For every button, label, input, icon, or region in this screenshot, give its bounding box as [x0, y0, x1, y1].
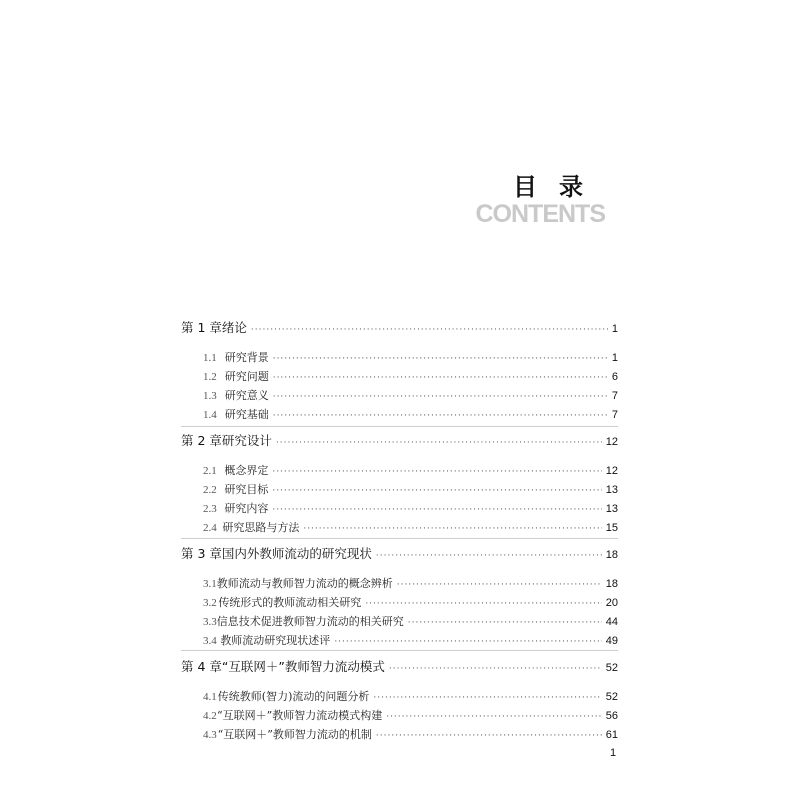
section-number: 3.1 — [203, 578, 217, 590]
section-title: “互联网＋”教师智力流动模式构建 — [216, 709, 383, 722]
leader-dots — [365, 599, 601, 609]
chapter-title: 国内外教师流动的研究现状 — [221, 546, 372, 561]
section-number: 1.1 — [203, 352, 217, 364]
section-page: 61 — [605, 729, 618, 741]
section-page: 7 — [611, 390, 618, 402]
toc-section-2-3[interactable] — [181, 500, 618, 519]
toc-section-2-1[interactable] — [181, 462, 618, 481]
chapter-title: 绪论 — [221, 320, 247, 335]
section-title: 教师流动与教师智力流动的概念辨析 — [216, 577, 393, 590]
section-number: 3.4 — [203, 635, 217, 647]
section-page: 6 — [611, 371, 618, 383]
section-title: 信息技术促进教师智力流动的相关研究 — [216, 615, 404, 628]
section-page: 13 — [605, 503, 618, 515]
toc-section-3-2[interactable] — [181, 594, 618, 613]
chapter-number: 第 4 章 — [181, 659, 222, 674]
section-title: 研究目标 — [224, 483, 269, 496]
toc-section-1-4[interactable] — [181, 406, 618, 425]
leader-dots — [273, 411, 608, 421]
leader-dots — [273, 354, 608, 364]
section-page: 18 — [605, 578, 618, 590]
chapter-number: 第 2 章 — [181, 433, 222, 448]
section-page: 49 — [605, 635, 618, 647]
toc-chapter-1[interactable] — [181, 318, 618, 336]
section-title: 教师流动研究现状述评 — [220, 634, 331, 647]
section-title: 研究意义 — [224, 389, 269, 402]
leader-dots — [386, 712, 602, 722]
section-page: 15 — [605, 522, 618, 534]
leader-dots — [272, 467, 601, 477]
section-title: 研究思路与方法 — [222, 521, 300, 534]
heading-zh: 目录 — [513, 173, 605, 201]
chapter-page: 1 — [611, 323, 618, 335]
section-page: 20 — [605, 597, 618, 609]
section-title: 传统教师(智力)流动的问题分析 — [217, 690, 370, 703]
separator-rule-3 — [181, 650, 618, 651]
leader-dots — [273, 392, 608, 402]
toc-chapter-4[interactable] — [181, 657, 618, 675]
toc-section-2-2[interactable] — [181, 481, 618, 500]
chapter-page: 12 — [605, 436, 618, 448]
section-number: 2.2 — [203, 484, 217, 496]
section-number: 2.4 — [203, 522, 217, 534]
section-number: 1.3 — [203, 390, 217, 402]
toc-chapter-2[interactable] — [181, 431, 618, 449]
section-number: 4.2 — [203, 710, 217, 722]
toc-section-4-1[interactable] — [181, 688, 618, 707]
chapter-number: 第 1 章 — [181, 320, 222, 335]
section-number: 4.1 — [203, 691, 217, 703]
leader-dots — [376, 551, 602, 561]
section-number: 2.3 — [203, 503, 217, 515]
section-page: 12 — [605, 465, 618, 477]
toc-section-3-1[interactable] — [181, 575, 618, 594]
section-title: “互联网＋”教师智力流动的机制 — [217, 728, 372, 741]
section-title: 研究问题 — [224, 370, 269, 383]
section-number: 1.2 — [203, 371, 217, 383]
separator-rule-1 — [181, 426, 618, 427]
table-of-contents — [181, 318, 618, 745]
separator-rule-2 — [181, 538, 618, 539]
section-page: 1 — [611, 352, 618, 364]
toc-section-1-3[interactable] — [181, 387, 618, 406]
section-page: 13 — [605, 484, 618, 496]
section-number: 3.2 — [203, 597, 217, 609]
section-number: 3.3 — [203, 616, 217, 628]
toc-section-2-4[interactable] — [181, 519, 618, 538]
chapter-page: 52 — [605, 662, 618, 674]
section-page: 52 — [605, 691, 618, 703]
section-page: 44 — [605, 616, 618, 628]
leader-dots — [251, 325, 608, 335]
leader-dots — [303, 524, 601, 534]
toc-section-4-2[interactable] — [181, 707, 618, 726]
toc-section-4-3[interactable] — [181, 726, 618, 745]
leader-dots — [334, 637, 601, 647]
section-number: 4.3 — [203, 729, 217, 741]
chapter-title: 研究设计 — [221, 433, 272, 448]
section-page: 7 — [611, 409, 618, 421]
section-title: 概念界定 — [224, 464, 269, 477]
section-title: 研究内容 — [224, 502, 269, 515]
heading-en: CONTENTS — [475, 200, 605, 228]
page-number: 1 — [610, 747, 617, 759]
leader-dots — [408, 618, 602, 628]
leader-dots — [276, 438, 602, 448]
section-page: 56 — [605, 710, 618, 722]
toc-section-3-3[interactable] — [181, 613, 618, 632]
section-title: 研究背景 — [224, 351, 269, 364]
leader-dots — [376, 731, 602, 741]
chapter-title: “互联网＋”教师智力流动模式 — [221, 659, 385, 674]
leader-dots — [389, 664, 602, 674]
leader-dots — [272, 505, 601, 515]
section-number: 2.1 — [203, 465, 217, 477]
section-title: 研究基础 — [224, 408, 269, 421]
leader-dots — [397, 580, 602, 590]
leader-dots — [373, 693, 601, 703]
section-title: 传统形式的教师流动相关研究 — [218, 596, 362, 609]
leader-dots — [273, 373, 608, 383]
leader-dots — [272, 486, 601, 496]
chapter-number: 第 3 章 — [181, 546, 222, 561]
chapter-page: 18 — [605, 549, 618, 561]
toc-section-3-4[interactable] — [181, 632, 618, 651]
toc-section-1-2[interactable] — [181, 368, 618, 387]
toc-chapter-3[interactable] — [181, 544, 618, 562]
section-number: 1.4 — [203, 409, 217, 421]
toc-section-1-1[interactable] — [181, 349, 618, 368]
